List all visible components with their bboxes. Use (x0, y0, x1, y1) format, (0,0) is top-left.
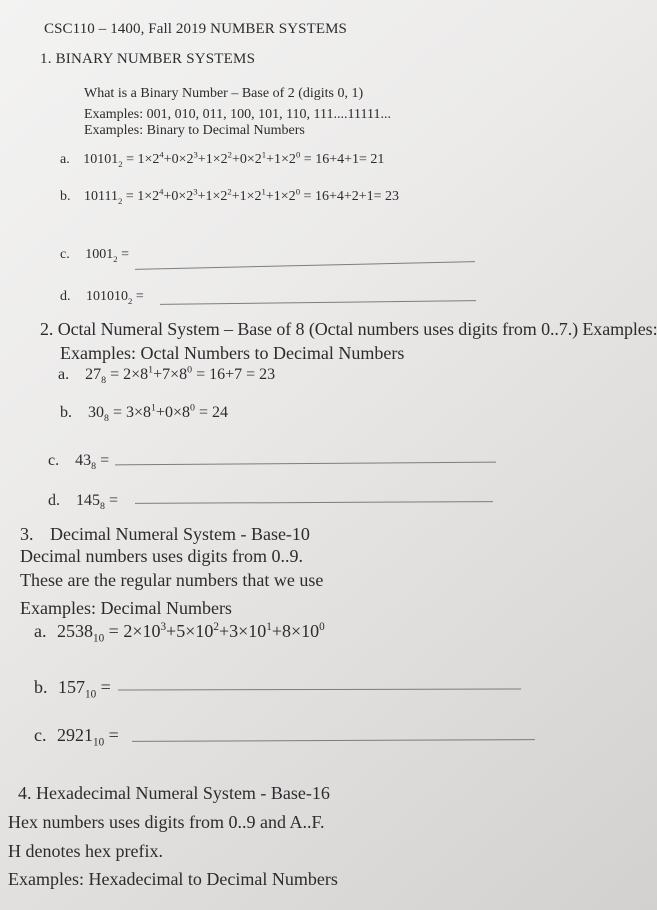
section-title-hex: 4. Hexadecimal Numeral System - Base-16 (18, 783, 330, 803)
decimal-line-2: These are the regular numbers that we use (20, 570, 324, 590)
answer-line-binary-c (135, 261, 475, 270)
binary-intro-line-3: Examples: Binary to Decimal Numbers (84, 123, 305, 138)
binary-expression-b: $1\times 2^4+0\times 2^3+1\times 2^2+1\times 2^1+1\times 2^0$ (137, 186, 301, 204)
octal-example-a: a. $27_8 = 2\times 8^1+7\times 8^0 = 16+7 = 23$ (58, 364, 276, 387)
binary-intro-line-1: What is a Binary Number – Base of 2 (digits 0, 1) (84, 86, 364, 101)
decimal-example-a: a. $2538_{10} = 2\times 10^3+5\times 10^2+3\times 10^1+8\times 10^0$ (34, 621, 325, 645)
octal-subtitle: Examples: Octal Numbers to Decimal Numbers (60, 343, 405, 363)
binary-intro-line-2: Examples: 001, 010, 011, 100, 101, 110, 111....11111... (84, 107, 391, 122)
binary-example-b: b. $10111_2 = 1\times 2^4+0\times 2^3+1\times 2^2+1\times 2^1+1\times 2^0 = 16+4+2+1= 23$ (60, 186, 400, 206)
section-title-octal: 2. Octal Numeral System – Base of 8 (Octal numbers uses digits from 0..7.) Examples: (40, 319, 657, 339)
answer-line-binary-d (160, 300, 476, 305)
binary-example-a: a. $10101_2 = 1\times 2^4+0\times 2^3+1\times 2^2+0\times 2^1+1\times 2^0 = 16+4+1= 21$ (60, 149, 385, 169)
hex-line-3: Examples: Hexadecimal to Decimal Numbers (8, 869, 338, 889)
answer-line-decimal-b (118, 688, 521, 690)
hex-line-2: H denotes hex prefix. (8, 841, 163, 861)
octal-expression-a: $2\times 8^1+7\times 8^0$ (123, 364, 193, 383)
answer-line-decimal-c (132, 739, 535, 742)
hex-line-1: Hex numbers uses digits from 0..9 and A..F. (8, 812, 325, 832)
binary-exercise-c: c. $1001_2$ = (60, 247, 129, 264)
section-title-binary: 1. BINARY NUMBER SYSTEMS (40, 51, 256, 67)
octal-exercise-c: c. $43_8$ = (48, 452, 110, 473)
header: CSC110 – 1400, Fall 2019 NUMBER SYSTEMS (44, 21, 347, 37)
binary-expression-a: $1\times 2^4+0\times 2^3+1\times 2^2+0\times 2^1+1\times 2^0$ (137, 149, 301, 167)
octal-expression-b: $3\times 8^1+0\times 8^0$ (125, 402, 195, 421)
decimal-line-1: Decimal numbers uses digits from 0..9. (20, 546, 303, 566)
answer-line-octal-c (115, 462, 496, 466)
decimal-exercise-c: c. $2921_{10}$ = (34, 725, 119, 749)
answer-line-octal-d (135, 501, 493, 504)
decimal-expression-a: $2\times 10^3+5\times 10^2+3\times 10^1+8\times 10^0$ (123, 621, 325, 641)
octal-exercise-d: d. $145_8$ = (48, 492, 118, 513)
binary-exercise-d: d. $101010_2$ = (60, 289, 144, 306)
octal-example-b: b. $30_8 = 3\times 8^1+0\times 8^0 = 24$ (60, 402, 228, 425)
section-title-decimal: 3. Decimal Numeral System - Base-10 (20, 524, 310, 544)
decimal-exercise-b: b. $157_{10}$ = (34, 677, 111, 701)
decimal-line-3: Examples: Decimal Numbers (20, 598, 232, 618)
